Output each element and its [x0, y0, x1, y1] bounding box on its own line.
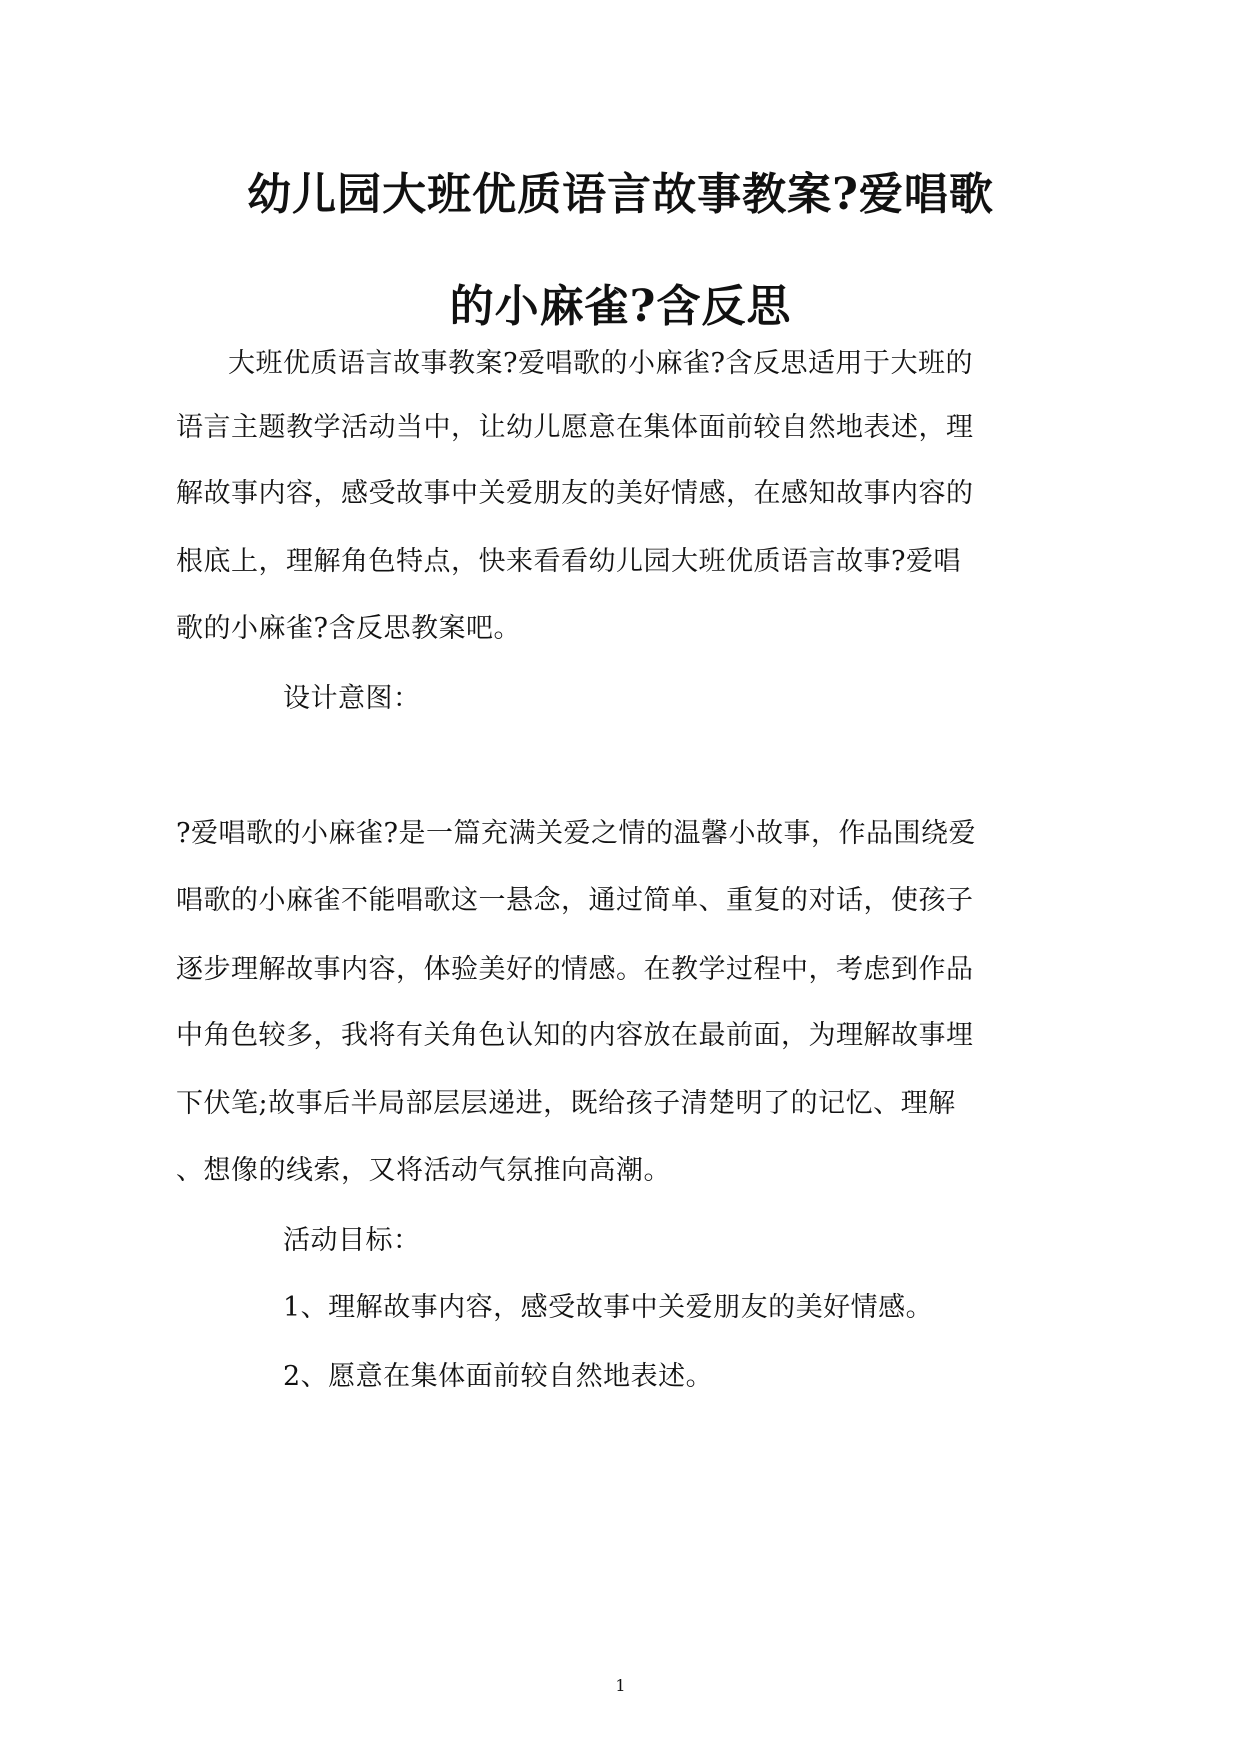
text-line: ?爱唱歌的小麻雀?是一篇充满关爱之情的温馨小故事，作品围绕爱 [176, 818, 976, 849]
goal-item: 1、理解故事内容，感受故事中关爱朋友的美好情感。 [283, 1292, 934, 1323]
text-line: 下伏笔;故事后半局部层层递进，既给孩子清楚明了的记忆、理解 [176, 1088, 956, 1119]
page-number: 1 [615, 1676, 626, 1695]
text-line: 解故事内容，感受故事中关爱朋友的美好情感，在感知故事内容的 [176, 478, 974, 509]
text-line: 根底上，理解角色特点，快来看看幼儿园大班优质语言故事?爱唱 [176, 546, 961, 577]
text-line: 中角色较多，我将有关角色认知的内容放在最前面，为理解故事埋 [176, 1020, 974, 1051]
document-title-line-1: 幼儿园大班优质语言故事教案?爱唱歌 [247, 169, 994, 220]
text-line: 、想像的线索，又将活动气氛推向高潮。 [176, 1155, 671, 1186]
text-line: 歌的小麻雀?含反思教案吧。 [176, 613, 521, 644]
text-line: 逐步理解故事内容，体验美好的情感。在教学过程中，考虑到作品 [176, 954, 974, 985]
goal-item: 2、愿意在集体面前较自然地表述。 [283, 1361, 714, 1392]
text-line: 大班优质语言故事教案?爱唱歌的小麻雀?含反思适用于大班的 [228, 348, 973, 379]
document-title-line-2: 的小麻雀?含反思 [449, 281, 792, 332]
section-heading-goals: 活动目标： [283, 1225, 421, 1256]
section-heading-design: 设计意图： [283, 683, 421, 714]
text-line: 唱歌的小麻雀不能唱歌这一悬念，通过简单、重复的对话，使孩子 [176, 885, 974, 916]
text-line: 语言主题教学活动当中，让幼儿愿意在集体面前较自然地表述，理 [176, 412, 974, 443]
